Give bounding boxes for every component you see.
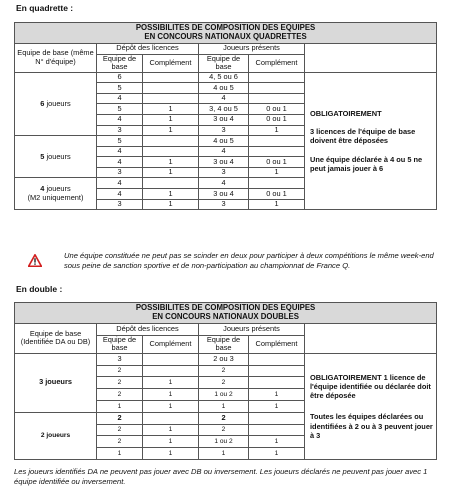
double-composition-table bbox=[14, 302, 437, 460]
table-cell: 1 bbox=[143, 436, 199, 448]
table-cell: 1 bbox=[249, 125, 305, 136]
table-cell: 1 bbox=[249, 400, 305, 412]
table-cell: 4 bbox=[97, 93, 143, 104]
table-cell: 1 bbox=[143, 389, 199, 401]
group-label: 6 joueurs bbox=[15, 72, 97, 136]
group-label: 5 joueurs bbox=[15, 136, 97, 178]
warning-icon bbox=[28, 254, 42, 267]
table-cell bbox=[143, 365, 199, 377]
table-cell bbox=[143, 72, 199, 83]
table-cell: 4, 5 ou 6 bbox=[199, 72, 249, 83]
table-cell bbox=[143, 83, 199, 94]
table-cell bbox=[249, 146, 305, 157]
table-cell: 1 bbox=[199, 400, 249, 412]
table-cell: 4 bbox=[97, 178, 143, 189]
table-cell: 2 bbox=[97, 365, 143, 377]
table-cell: 5 bbox=[97, 136, 143, 147]
table-cell: 3 bbox=[97, 353, 143, 365]
warning-text: Une équipe constituée ne peut pas se scinder en deux pour participer à deux compétitions le même week-end sous peine de sanction sportive et de non-participation au championnat de France Q. bbox=[64, 251, 434, 270]
table-cell bbox=[249, 412, 305, 424]
subheader-equipe: Equipe de base bbox=[97, 335, 143, 353]
table-cell bbox=[143, 93, 199, 104]
subheader-complement: Complément bbox=[249, 335, 305, 353]
table-cell bbox=[249, 136, 305, 147]
table-cell: 1 bbox=[143, 377, 199, 389]
table-cell: 4 bbox=[199, 93, 249, 104]
table-cell: 1 ou 2 bbox=[199, 436, 249, 448]
table-cell: 2 bbox=[97, 412, 143, 424]
table-cell: 1 bbox=[143, 167, 199, 178]
table-cell bbox=[143, 136, 199, 147]
table-cell: 6 bbox=[97, 72, 143, 83]
table-cell: 1 bbox=[143, 104, 199, 115]
column-header-base: Equipe de base (Identifiée DA ou DB) bbox=[15, 323, 97, 353]
table-cell bbox=[249, 83, 305, 94]
table-title bbox=[15, 23, 437, 44]
group-label: 3 joueurs bbox=[15, 353, 97, 412]
column-header-joueurs: Joueurs présents bbox=[199, 43, 305, 54]
column-header-joueurs: Joueurs présents bbox=[199, 323, 305, 335]
table-cell: 4 bbox=[97, 114, 143, 125]
table-cell: 0 ou 1 bbox=[249, 189, 305, 200]
table-title-line2: EN CONCOURS NATIONAUX DOUBLES bbox=[152, 311, 299, 321]
note-paragraph: Une équipe déclarée à 4 ou 5 ne peut jamais jouer à 6 bbox=[310, 154, 423, 173]
table-cell: 5 bbox=[97, 104, 143, 115]
table-cell: 3 ou 4 bbox=[199, 189, 249, 200]
table-cell: 1 bbox=[199, 448, 249, 460]
group-label: 2 joueurs bbox=[15, 412, 97, 459]
table-cell: 3 ou 4 bbox=[199, 114, 249, 125]
empty-header-cell bbox=[305, 43, 437, 72]
table-cell bbox=[249, 377, 305, 389]
note-title: OBLIGATOIREMENT bbox=[310, 108, 382, 118]
table-cell: 4 ou 5 bbox=[199, 136, 249, 147]
table-cell: 0 ou 1 bbox=[249, 157, 305, 168]
table-cell: 2 bbox=[199, 412, 249, 424]
table-cell: 5 bbox=[97, 83, 143, 94]
table-cell: 2 bbox=[97, 424, 143, 436]
table-cell: 1 bbox=[97, 448, 143, 460]
table-cell bbox=[249, 72, 305, 83]
table-cell: 1 bbox=[249, 448, 305, 460]
section-heading-double: En double : bbox=[16, 284, 63, 294]
subheader-equipe: Equipe de base bbox=[199, 54, 249, 72]
obligation-note bbox=[305, 72, 437, 210]
table-cell: 1 bbox=[249, 199, 305, 210]
column-header-depot: Dépôt des licences bbox=[97, 43, 199, 54]
table-cell: 3 bbox=[199, 199, 249, 210]
table-cell bbox=[143, 353, 199, 365]
subheader-equipe: Equipe de base bbox=[97, 54, 143, 72]
empty-header-cell bbox=[305, 323, 437, 353]
subheader-complement: Complément bbox=[249, 54, 305, 72]
table-cell: 1 bbox=[249, 167, 305, 178]
obligation-note bbox=[305, 353, 437, 459]
table-cell: 1 bbox=[143, 157, 199, 168]
table-cell: 2 bbox=[199, 424, 249, 436]
column-header-depot: Dépôt des licences bbox=[97, 323, 199, 335]
table-cell bbox=[143, 146, 199, 157]
column-header-base: Equipe de base (même N° d'équipe) bbox=[15, 43, 97, 72]
table-cell bbox=[249, 178, 305, 189]
section-heading-quadrette: En quadrette : bbox=[16, 3, 74, 13]
table-cell: 1 bbox=[143, 400, 199, 412]
table-cell bbox=[249, 93, 305, 104]
footer-note: Les joueurs identifiés DA ne peuvent pas jouer avec DB ou inversement. Les joueurs déclarés ne peuvent pas jouer avec 1 équipe identifiée ou inversement. bbox=[14, 467, 428, 487]
subheader-equipe: Equipe de base bbox=[199, 335, 249, 353]
table-cell: 2 ou 3 bbox=[199, 353, 249, 365]
table-cell: 4 ou 5 bbox=[199, 83, 249, 94]
table-cell: 2 bbox=[97, 389, 143, 401]
table-cell: 4 bbox=[199, 146, 249, 157]
subheader-complement: Complément bbox=[143, 54, 199, 72]
table-cell bbox=[249, 353, 305, 365]
subheader-complement: Complément bbox=[143, 335, 199, 353]
table-cell: 3 bbox=[97, 167, 143, 178]
table-cell: 3 bbox=[199, 167, 249, 178]
table-cell: 2 bbox=[97, 436, 143, 448]
table-cell: 4 bbox=[97, 189, 143, 200]
note-paragraph: OBLIGATOIREMENT 1 licence de l'équipe identifiée ou déclarée doit être déposée bbox=[310, 372, 431, 401]
table-cell bbox=[143, 178, 199, 189]
table-cell: 1 bbox=[143, 424, 199, 436]
table-cell: 0 ou 1 bbox=[249, 114, 305, 125]
table-cell bbox=[249, 424, 305, 436]
table-cell: 4 bbox=[199, 178, 249, 189]
table-cell: 2 bbox=[199, 377, 249, 389]
table-cell: 1 bbox=[143, 189, 199, 200]
table-cell: 1 bbox=[143, 199, 199, 210]
note-paragraph: 3 licences de l'équipe de base doivent être déposées bbox=[310, 127, 416, 146]
table-title-line1: POSSIBILITES DE COMPOSITION DES EQUIPES bbox=[135, 23, 316, 32]
table-cell: 1 bbox=[249, 436, 305, 448]
table-cell: 4 bbox=[97, 146, 143, 157]
table-cell: 1 bbox=[143, 448, 199, 460]
table-cell: 1 bbox=[97, 400, 143, 412]
table-title-line1: POSSIBILITES DE COMPOSITION DES EQUIPES bbox=[135, 303, 316, 312]
table-cell: 3 bbox=[97, 199, 143, 210]
table-cell: 1 ou 2 bbox=[199, 389, 249, 401]
table-cell: 3 bbox=[199, 125, 249, 136]
table-title bbox=[15, 303, 437, 324]
table-cell: 3, 4 ou 5 bbox=[199, 104, 249, 115]
group-label: 4 joueurs (M2 uniquement) bbox=[15, 178, 97, 210]
table-cell bbox=[143, 412, 199, 424]
table-cell: 3 ou 4 bbox=[199, 157, 249, 168]
table-cell bbox=[249, 365, 305, 377]
table-title-line2: EN CONCOURS NATIONAUX QUADRETTES bbox=[144, 31, 307, 41]
table-cell: 1 bbox=[143, 114, 199, 125]
table-cell: 2 bbox=[97, 377, 143, 389]
table-cell: 4 bbox=[97, 157, 143, 168]
table-cell: 0 ou 1 bbox=[249, 104, 305, 115]
table-cell: 2 bbox=[199, 365, 249, 377]
note-paragraph: Toutes les équipes déclarées ou identifiées à 2 ou à 3 peuvent jouer à 3 bbox=[310, 412, 433, 440]
quadrette-composition-table bbox=[14, 22, 437, 210]
table-cell: 1 bbox=[143, 125, 199, 136]
table-cell: 1 bbox=[249, 389, 305, 401]
table-cell: 3 bbox=[97, 125, 143, 136]
